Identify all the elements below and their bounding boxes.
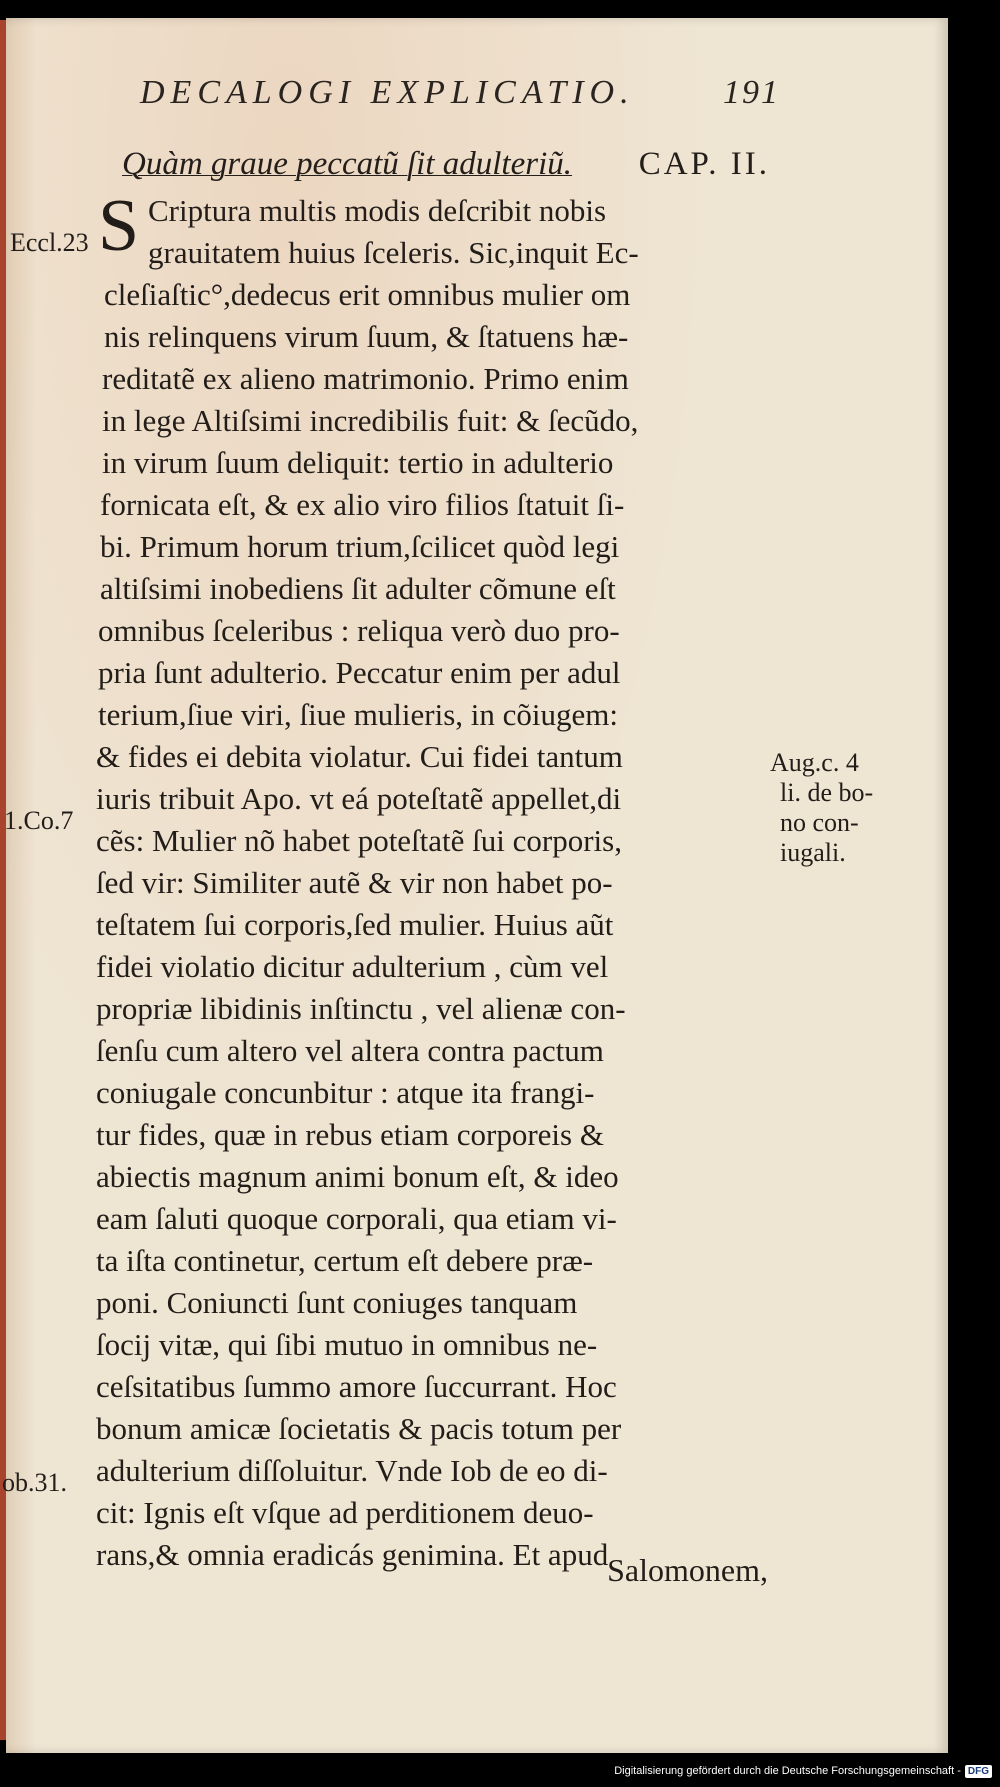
text-line: omnibus ſceleribus : reliqua verò duo pro- (98, 613, 620, 648)
text-line: rans,& omnia eradicás genimina. Et apud (96, 1537, 609, 1572)
text-line: cit: Ignis eſt vſque ad perditionem deuo- (96, 1495, 594, 1530)
text-line: ceſsitatibus ſummo amore ſuccurrant. Hoc (96, 1369, 617, 1404)
text-line: poni. Coniuncti ſunt coniuges tanquam (96, 1285, 578, 1320)
text-line: bi. Primum horum trium,ſcilicet quòd legi (100, 529, 620, 564)
text-line: propriæ libidinis inſtinctu , vel alienæ con- (96, 991, 626, 1026)
initial-letter: S (98, 185, 140, 267)
text-line: reditatẽ ex alieno matrimonio. Primo enim (102, 361, 629, 396)
text-line: coniugale concunbitur : atque ita frangi- (96, 1075, 595, 1110)
text-line: in virum ſuum deliquit: tertio in adulterio (102, 445, 614, 480)
page-number: 191 (723, 74, 780, 111)
text-line: ſed vir: Similiter autẽ & vir non habet po- (96, 865, 613, 900)
text-line: iuris tribuit Apo. vt eá poteſtatẽ appellet,di (96, 781, 622, 816)
body-text (96, 190, 776, 1576)
text-line: altiſsimi inobediens ſit adulter cõmune eſt (100, 571, 616, 606)
text-line: cẽs: Mulier nõ habet poteſtatẽ ſui corporis, (96, 823, 622, 858)
margin-note-aug-2: li. de bo- (780, 778, 874, 807)
running-header (140, 68, 780, 118)
text-line: ta iſta continetur, certum eſt debere præ- (96, 1243, 594, 1278)
dfg-logo-icon: DFG (965, 1765, 992, 1778)
text-line: Criptura multis modis deſcribit nobis (148, 193, 607, 228)
text-line: ſocij vitæ, qui ſibi mutuo in omnibus ne- (96, 1327, 598, 1362)
text-line: terium,ſiue viri, ſiue mulieris, in cõiugem: (98, 697, 619, 732)
text-line: adulterium diſſoluitur. Vnde Iob de eo di- (96, 1453, 608, 1488)
text-line: fornicata eſt, & ex alio viro filios ſtatuit ſi- (100, 487, 625, 522)
text-line: tur fides, quæ in rebus etiam corporeis & (96, 1117, 604, 1152)
text-line: nis relinquens virum ſuum, & ſtatuens hæ- (104, 319, 629, 354)
text-line: in lege Altiſsimi incredibilis fuit: & ſecũdo, (102, 403, 639, 438)
margin-note-aug-3: no con- (780, 808, 859, 837)
text-line: cleſiaſtic°,dedecus erit omnibus mulier om (104, 277, 631, 312)
chapter-label: CAP. II. (638, 146, 770, 182)
running-title: DECALOGI EXPLICATIO. (140, 74, 635, 111)
text-line: pria ſunt adulterio. Peccatur enim per adul (98, 655, 621, 690)
margin-note-eccl: Eccl.23 (10, 228, 89, 257)
margin-note-aug-1: Aug.c. 4 (770, 748, 859, 777)
margin-note-aug-4: iugali. (780, 838, 846, 867)
text-line: teſtatem ſui corporis,ſed mulier. Huius aũt (96, 907, 614, 942)
text-line: eam ſaluti quoque corporali, qua etiam vi- (96, 1201, 617, 1236)
footer-text: Digitalisierung gefördert durch die Deutsche Forschungsgemeinschaft - (614, 1765, 961, 1777)
chapter-title: Quàm graue peccatũ ſit adulteriũ. (122, 146, 573, 182)
text-line: & fides ei debita violatur. Cui fidei tantum (96, 739, 623, 774)
margin-note-cor: 1.Co.7 (4, 806, 74, 835)
text-line: grauitatem huius ſceleris. Sic,inquit Ec- (148, 235, 639, 270)
text-line: abiectis magnum animi bonum eſt, & ideo (96, 1159, 619, 1194)
catchword: Salomonem, (607, 1552, 768, 1588)
text-line: bonum amicæ ſocietatis & pacis totum per (96, 1411, 622, 1446)
footer-credit (614, 1761, 992, 1781)
text-line: fidei violatio dicitur adulterium , cùm vel (96, 949, 609, 984)
margin-note-iob: ob.31. (2, 1468, 67, 1497)
chapter-heading (122, 146, 770, 183)
text-line: ſenſu cum altero vel altera contra pactum (96, 1033, 604, 1068)
